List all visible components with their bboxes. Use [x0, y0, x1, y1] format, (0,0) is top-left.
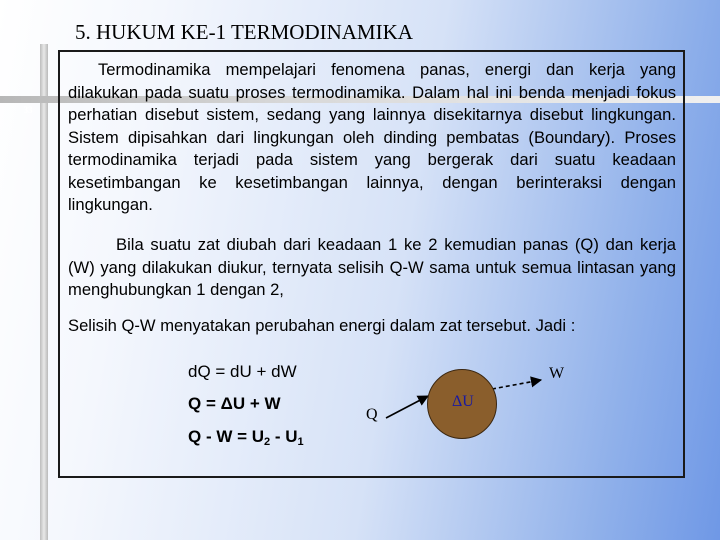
equation-differential-text: dQ = dU + dW — [188, 362, 297, 381]
paragraph-definition: Termodinamika mempelajari fenomena panas, energi dan kerja yang dilakukan pada suatu proses termodinamika. Dalam hal ini benda menjadi fokus perhatian disebut sistem, sedang yang lainnya disekitarnya disebut lingkungan. Sistem dipisahkan dari lingkungan oleh dinding pembatas (Boundary). Proses termodinamika terjadi pada sistem yang bergerak dari suatu keadaan kesetimbangan ke kesetimbangan lainnya, dengan berinteraksi dengan lingkungan. — [68, 60, 676, 214]
equation-first-law-right: U + W — [232, 394, 281, 413]
du-u-symbol: U — [462, 393, 474, 410]
heat-in-arrow — [386, 396, 428, 418]
delta-symbol: Δ — [220, 394, 233, 413]
du-delta-symbol: Δ — [452, 393, 463, 410]
equation-q-minus-w-left: Q - W = U — [188, 427, 265, 446]
subscript-1: 1 — [297, 436, 304, 448]
work-label: W — [549, 365, 565, 382]
equation-first-law-left: Q = — [188, 394, 221, 413]
equation-q-minus-w-mid: - U — [270, 427, 298, 446]
page-number: 33 — [23, 105, 33, 115]
work-out-arrow — [492, 380, 541, 389]
subscript-2: 2 — [264, 436, 271, 448]
slide-title: 5. HUKUM KE-1 TERMODINAMIKA — [75, 20, 413, 44]
internal-energy-label — [452, 393, 474, 411]
heat-label: Q — [366, 406, 378, 423]
paragraph-q-w: Bila suatu zat diubah dari keadaan 1 ke 2 kemudian panas (Q) dan kerja (W) yang dilakukan diukur, ternyata selisih Q-W sama untuk semua lintasan yang menghubungkan 1 dengan 2, — [68, 235, 676, 299]
paragraph-energy: Selisih Q-W menyatakan perubahan energi dalam zat tersebut. Jadi : — [68, 316, 576, 335]
